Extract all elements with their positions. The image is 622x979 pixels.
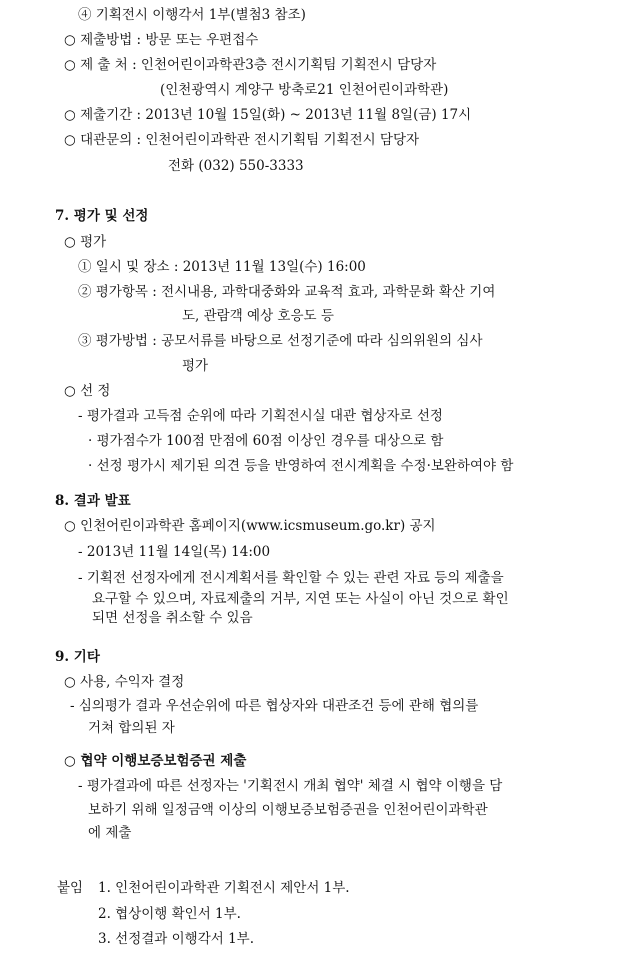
s8-note-1: - 기획전 선정자에게 전시계획서를 확인할 수 있는 관련 자료 등의 제출을 [78, 570, 504, 586]
s9-insurance: ○ 협약 이행보증보험증권 제출 [64, 753, 247, 769]
top-line-7: 전화 (032) 550-3333 [168, 158, 304, 174]
s7-selection: ○ 선 정 [64, 383, 111, 399]
top-line-1: ④ 기획전시 이행각서 1부(별첨3 참조) [78, 7, 306, 23]
section-7-title: 7. 평가 및 선정 [55, 208, 149, 224]
section-9-title: 9. 기타 [55, 649, 100, 665]
s9-insurance-3: 에 제출 [88, 825, 132, 841]
s7-selection-1: - 평가결과 고득점 순위에 따라 기획전시실 대관 협상자로 선정 [78, 408, 443, 424]
s8-note-3: 되면 선정을 취소할 수 있음 [92, 610, 253, 626]
s8-homepage: ○ 인천어린이과학관 홈페이지(www.icsmuseum.go.kr) 공지 [64, 518, 436, 534]
s7-eval-items-2: 도, 관람객 예상 호응도 등 [182, 308, 334, 324]
s7-selection-3: · 선정 평가시 제기된 의견 등을 반영하여 전시계획을 수정·보완하여야 함 [88, 458, 514, 474]
s7-evaluation: ○ 평가 [64, 234, 107, 250]
s9-insurance-2: 보하기 위해 일정금액 이상의 이행보증보험증권을 인천어린이과학관 [88, 802, 488, 818]
s7-selection-2: · 평가점수가 100점 만점에 60점 이상인 경우를 대상으로 함 [88, 433, 444, 449]
attachment-item-1: 1. 인천어린이과학관 기획전시 제안서 1부. [98, 880, 350, 896]
s9-user-decision-2: 거쳐 합의된 자 [88, 720, 175, 736]
top-line-3: ○ 제 출 처 : 인천어린이과학관3층 전시기획팀 기획전시 담당자 [64, 57, 437, 73]
top-line-5: ○ 제출기간 : 2013년 10월 15일(화) ~ 2013년 11월 8일(금) 17시 [64, 107, 472, 123]
attachment-item-3: 3. 선정결과 이행각서 1부. [98, 931, 255, 947]
s7-eval-method-1: ③ 평가방법 : 공모서류를 바탕으로 선정기준에 따라 심의위원의 심사 [78, 333, 483, 349]
s9-user-decision-1: - 심의평가 결과 우선순위에 따른 협상자와 대관조건 등에 관해 협의를 [70, 698, 479, 714]
attachment-item-2: 2. 협상이행 확인서 1부. [98, 906, 241, 922]
s8-date: - 2013년 11월 14일(목) 14:00 [78, 544, 271, 560]
top-line-6: ○ 대관문의 : 인천어린이과학관 전시기획팀 기획전시 담당자 [64, 132, 420, 148]
top-line-2: ○ 제출방법 : 방문 또는 우편접수 [64, 32, 259, 48]
s7-eval-items-1: ② 평가항목 : 전시내용, 과학대중화와 교육적 효과, 과학문화 확산 기여 [78, 284, 496, 300]
attachment-label: 붙임 [57, 880, 84, 896]
s9-user-decision: ○ 사용, 수익자 결정 [64, 674, 185, 690]
s7-eval-date: ① 일시 및 장소 : 2013년 11월 13일(수) 16:00 [78, 259, 366, 275]
top-line-4: (인천광역시 계양구 방축로21 인천어린이과학관) [160, 82, 449, 98]
s9-insurance-1: - 평가결과에 따른 선정자는 '기획전시 개최 협약' 체결 시 협약 이행을 담 [78, 778, 503, 794]
section-8-title: 8. 결과 발표 [55, 493, 131, 509]
s7-eval-method-2: 평가 [182, 358, 209, 374]
s8-note-2: 요구할 수 있으며, 자료제출의 거부, 지연 또는 사실이 아닌 것으로 확인 [92, 591, 509, 607]
